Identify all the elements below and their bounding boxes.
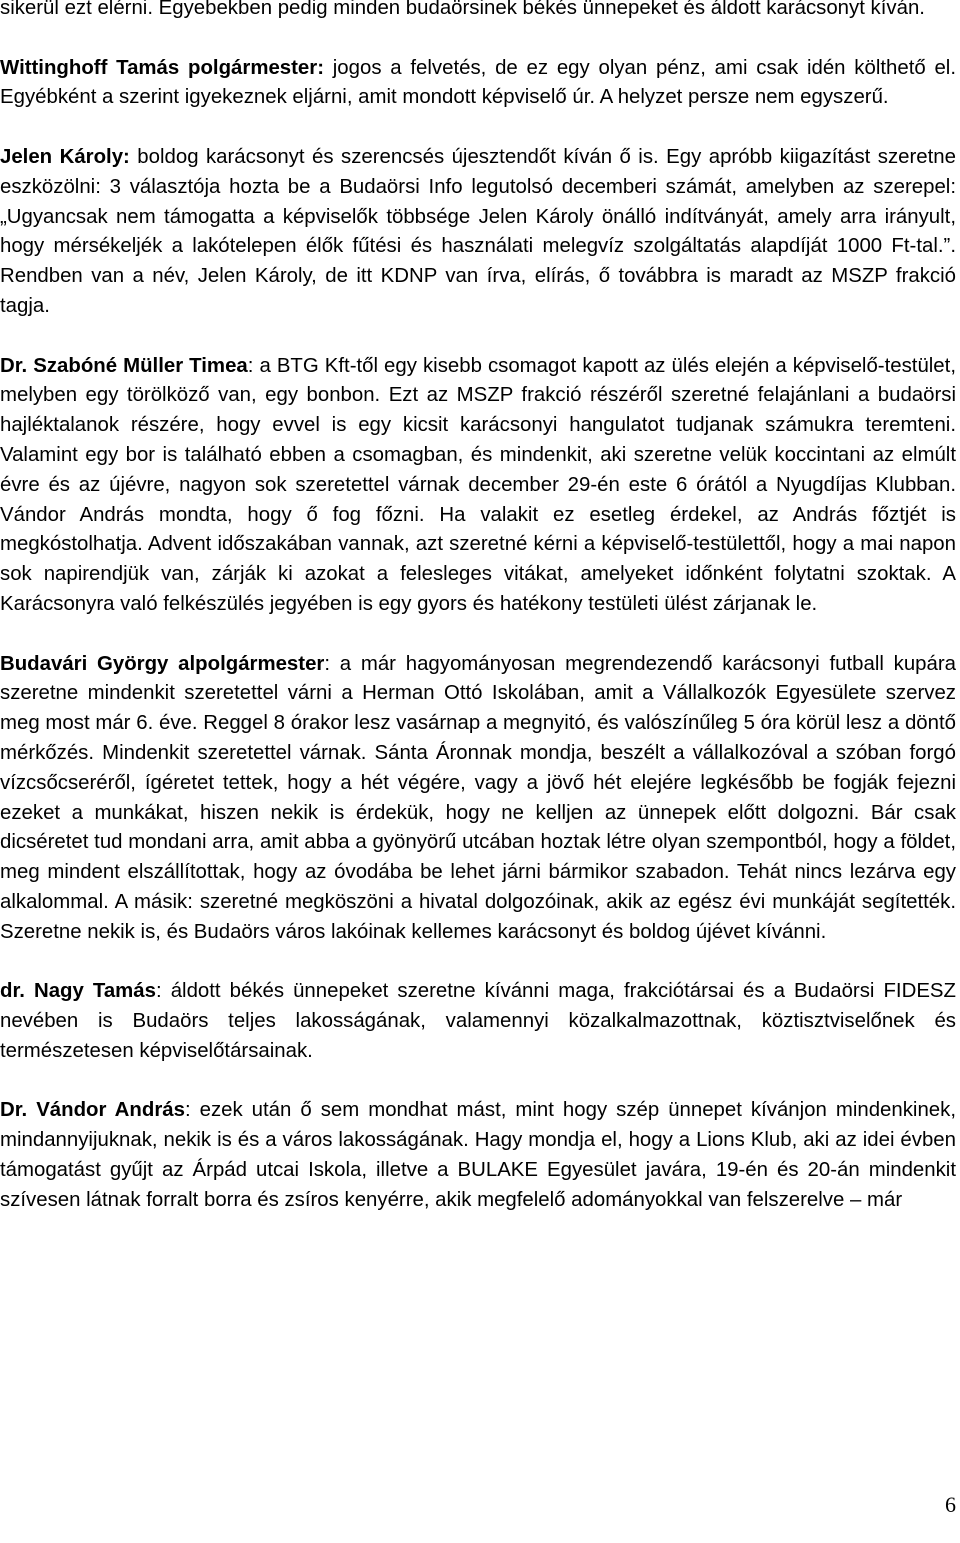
speaker-separator: : <box>184 1099 200 1122</box>
speaker-separator: : <box>155 980 171 1003</box>
speaker-name: Wittinghoff Tamás polgármester: <box>0 56 324 79</box>
speaker-name: dr. Nagy Tamás <box>0 980 156 1003</box>
paragraph-intro <box>0 0 956 24</box>
page-number: 6 <box>945 1492 956 1517</box>
speaker-name: Dr. Szabóné Müller Timea <box>0 354 248 377</box>
paragraph-vandor <box>0 1096 956 1215</box>
speaker-separator: : <box>324 652 340 675</box>
speaker-name: Dr. Vándor András <box>0 1099 185 1122</box>
paragraph-nagy <box>0 977 956 1066</box>
paragraph-text: boldog karácsonyt és szerencsés újesztendőt kíván ő is. Egy apróbb kiigazítást szeretne eszközölni: 3 választója hozta be a Budaörsi Info legutolsó decemberi számát, amelyben az szerepel: „Ugyancsak nem támogatta a képviselők többsége Jelen Károly önálló indítványát, amely arra irányult, hogy mérsékeljék a lakótelepen élők fűtési és használati melegvíz szolgáltatás alapdíját 1000 Ft-tal.”. Rendben van a név, Jelen Károly, de itt KDNP van írva, elírás, ő továbbra is maradt az MSZP frakció tagja. <box>0 145 956 317</box>
paragraph-text: jogos a felvetés, de ez egy olyan pénz, ami csak idén költhető el. Egyébként a szerint igyekeznek eljárni, amit mondott képviselő úr. A helyzet persze nem egyszerű. <box>0 56 957 109</box>
paragraph-jelen <box>0 143 956 322</box>
paragraph-text: ezek után ő sem mondhat mást, mint hogy szép ünnepet kívánjon mindenkinek, mindannyijuknak, nekik is és a város lakosságának. Hagy mondja el, hogy a Lions Klub, aki az idei évben támogatást gyűjt az Árpád utcai Iskola, illetve a BULAKE Egyesület javára, 19-én és 20-án mindenkit szívesen látnak forralt borra és zsíros kenyérre, akik megfelelő adományokkal van felszerelve – már <box>0 1099 956 1211</box>
paragraph-text: a már hagyományosan megrendezendő karácsonyi futball kupára szeretne mindenkit szeretettel várni a Herman Ottó Iskolában, amit a Vállalkozók Egyesülete szervez meg most már 6. éve. Reggel 8 órakor lesz vasárnap a megnyitó, és valószínűleg 5 óra körül lesz a döntő mérkőzés. Mindenkit szeretettel várnak. Sánta Áronnak mondja, beszélt a vállalkozóval a szóban forgó vízcsőcseréről, ígéretet tettek, hogy a hét végére, vagy a jövő hét elejére legkésőbb be fogják fejezni ezeket a munkákat, hiszen nekik is érdekük, hogy ne kelljen az ünnepek előtt dolgozni. Bár csak dicséretet tud mondani arra, amit abba a gyönyörű utcában hoztak létre olyan szempontból, hogy a földet, meg mindent elszállítottak, hogy az óvodába be lehet járni bármikor szabadon. Tehát nincs lezárva egy alkalommal. A másik: szeretné megköszöni a hivatal dolgozóinak, akik az egész évi munkáját segítették. Szeretne nekik is, és Budaörs város lakóinak kellemes karácsonyt és boldog újévet kívánni. <box>0 652 956 943</box>
paragraph-text: sikerül ezt elérni. Egyebekben pedig minden budaörsinek békés ünnepeket és áldott karácsonyt kíván. <box>0 0 925 19</box>
speaker-separator <box>324 57 333 79</box>
speaker-name: Budavári György alpolgármester <box>0 652 325 675</box>
speaker-name: Jelen Károly: <box>0 145 130 168</box>
paragraph-budavari <box>0 650 956 948</box>
paragraph-text: a BTG Kft-től egy kisebb csomagot kapott az ülés elején a képviselő-testület, melyben egy törölköző van, egy bonbon. Ezt az MSZP frakció részéről szeretné felajánlani a budaörsi hajléktalanok részére, hogy evvel is egy kicsit karácsonyi hangulatot tudjanak számukra teremteni. Valamint egy bor is található ebben a csomagban, és mindenkit, aki szeretne velük koccintani az elmúlt évre és az újévre, nagyon sok szeretettel várnak december 29-én este 6 órától a Nyugdíjas Klubban. Vándor András mondta, hogy ő fog főzni. Ha valakit ez esetleg érdekel, az András főztjét is megkóstolhatja. Advent időszakában vannak, azt szeretné kérni a képviselő-testülettől, hogy a mai napon sok napirendjük van, zárják ki azokat a felesleges vitákat, amelyeket időnként folytatni szoktak. A Karácsonyra való felkészülés jegyében is egy gyors és hatékony testületi ülést zárjanak le. <box>0 354 956 615</box>
paragraph-szabone <box>0 352 956 620</box>
speaker-separator: : <box>247 354 260 377</box>
paragraph-text: áldott békés ünnepeket szeretne kívánni maga, frakciótársai és a Budaörsi FIDESZ nevében is Budaörs teljes lakosságának, valamennyi közalkalmazottnak, köztisztviselőnek és természetesen képviselőtársainak. <box>0 980 956 1062</box>
paragraph-wittinghoff <box>0 54 956 114</box>
